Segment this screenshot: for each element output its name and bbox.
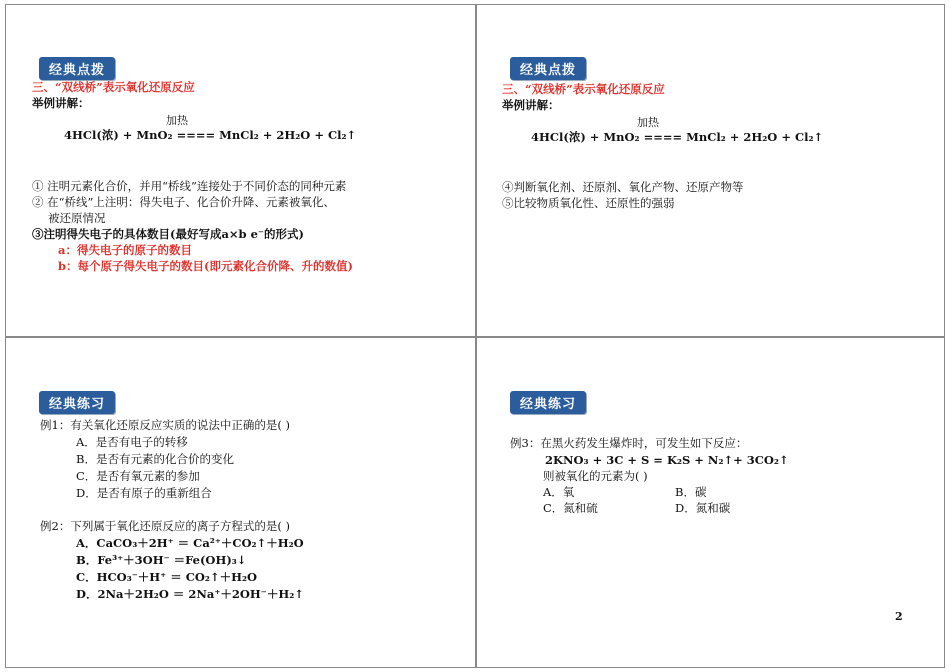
page-number: 2 bbox=[895, 610, 903, 623]
reaction-condition: 加热 bbox=[637, 116, 659, 129]
slide-panel-bottom-right bbox=[476, 337, 945, 668]
slide-panel-top-right bbox=[476, 4, 945, 337]
q2-option-a: A．CaCO₃＋2H⁺ ＝ Ca²⁺＋CO₂↑＋H₂O bbox=[76, 536, 304, 550]
question-3: 例3：在黑火药发生爆炸时，可发生如下反应： bbox=[510, 436, 748, 450]
section-badge: 经典点拨 bbox=[39, 57, 115, 80]
question-1: 例1：有关氧化还原反应实质的说法中正确的是( ) bbox=[40, 418, 290, 432]
q2-option-b: B．Fe³⁺＋3OH⁻ ＝Fe(OH)₃↓ bbox=[76, 553, 247, 567]
question-2: 例2：下列属于氧化还原反应的离子方程式的是( ) bbox=[40, 519, 290, 533]
reaction-equation: 4HCl(浓) + MnO₂ ==== MnCl₂ + 2H₂O + Cl₂↑ bbox=[531, 130, 824, 144]
reaction-condition: 加热 bbox=[166, 114, 188, 127]
q1-option-a: A．是否有电子的转移 bbox=[76, 435, 188, 449]
section-badge: 经典点拨 bbox=[510, 57, 586, 80]
q1-option-c: C．是否有氧元素的参加 bbox=[76, 469, 200, 483]
q3-option-b: B．碳 bbox=[675, 485, 707, 499]
point-1: ① 注明元素化合价，并用“桥线”连接处于不同价态的同种元素 bbox=[32, 179, 347, 193]
reaction-equation: 4HCl(浓) + MnO₂ ==== MnCl₂ + 2H₂O + Cl₂↑ bbox=[64, 128, 357, 142]
point-5: ⑤比较物质氧化性、还原性的强弱 bbox=[502, 196, 675, 210]
q1-option-d: D．是否有原子的重新组合 bbox=[76, 486, 212, 500]
q3-option-d: D．氮和碳 bbox=[675, 501, 731, 515]
q3-question: 则被氧化的元素为( ) bbox=[543, 469, 648, 483]
point-3: ③注明得失电子的具体数目(最好写成a×b e⁻的形式) bbox=[32, 227, 304, 241]
section-heading: 三、“双线桥”表示氧化还原反应 bbox=[502, 82, 665, 96]
section-heading: 三、“双线桥”表示氧化还原反应 bbox=[32, 80, 195, 94]
point-2-continued: 被还原情况 bbox=[48, 211, 106, 225]
section-badge: 经典练习 bbox=[39, 391, 115, 414]
q3-equation: 2KNO₃ + 3C + S = K₂S + N₂↑+ 3CO₂↑ bbox=[545, 453, 789, 467]
slide-panel-top-left bbox=[5, 4, 476, 337]
q2-option-c: C．HCO₃⁻＋H⁺ ＝ CO₂↑＋H₂O bbox=[76, 570, 258, 584]
point-2: ② 在“桥线”上注明：得失电子、化合价升降、元素被氧化、 bbox=[32, 195, 335, 209]
q1-option-b: B．是否有元素的化合价的变化 bbox=[76, 452, 234, 466]
q3-option-a: A．氧 bbox=[543, 485, 575, 499]
example-label: 举例讲解： bbox=[502, 98, 560, 112]
note-a: a：得失电子的原子的数目 bbox=[58, 243, 192, 257]
point-4: ④判断氧化剂、还原剂、氧化产物、还原产物等 bbox=[502, 180, 744, 194]
note-b: b：每个原子得失电子的数目(即元素化合价降、升的数值) bbox=[58, 259, 353, 273]
slide-panel-bottom-left bbox=[5, 337, 476, 668]
q3-option-c: C．氮和硫 bbox=[543, 501, 598, 515]
example-label: 举例讲解： bbox=[32, 96, 90, 110]
q2-option-d: D．2Na＋2H₂O ＝ 2Na⁺＋2OH⁻＋H₂↑ bbox=[76, 587, 304, 601]
section-badge: 经典练习 bbox=[510, 391, 586, 414]
